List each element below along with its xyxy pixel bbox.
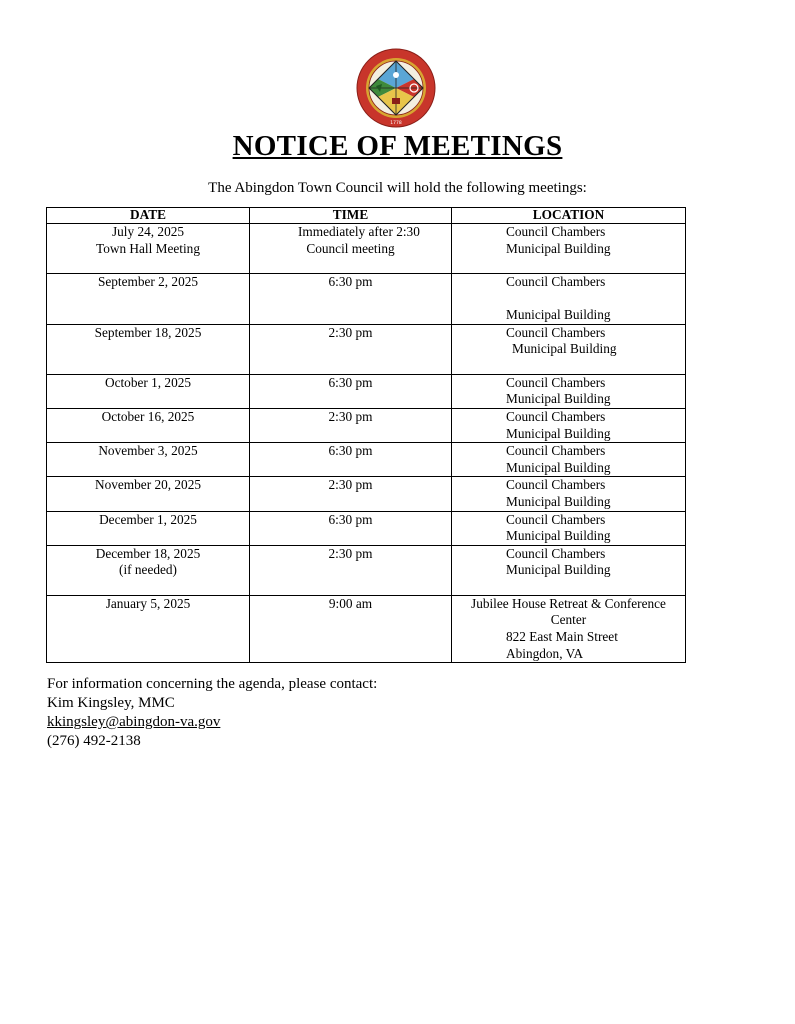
cell-location: Council Chambers Municipal Building (452, 511, 686, 545)
cell-location: Council Chambers Municipal Building (452, 324, 686, 374)
cell-time: 6:30 pm (250, 443, 452, 477)
table-row (47, 324, 686, 374)
contact-block (47, 675, 377, 751)
cell-date: January 5, 2025 (47, 595, 250, 662)
cell-date: September 18, 2025 (47, 324, 250, 374)
cell-time: 2:30 pm (250, 545, 452, 595)
cell-location: Council Chambers Municipal Building (452, 274, 686, 325)
cell-time: 2:30 pm (250, 324, 452, 374)
meetings-table (46, 207, 686, 663)
cell-time: 6:30 pm (250, 374, 452, 408)
table-row (47, 477, 686, 511)
table-row (47, 408, 686, 442)
contact-email-link[interactable]: kkingsley@abingdon-va.gov (47, 714, 221, 730)
town-seal-logo (356, 48, 436, 128)
cell-location: Jubilee House Retreat & Conference Center 822 East Main Street Abingdon, VA (452, 595, 686, 662)
cell-location: Council Chambers Municipal Building (452, 224, 686, 274)
cell-date: October 16, 2025 (47, 408, 250, 442)
intro-text: The Abingdon Town Council will hold the following meetings: (208, 180, 587, 196)
cell-time: 2:30 pm (250, 408, 452, 442)
cell-location: Council Chambers Municipal Building (452, 374, 686, 408)
cell-time: 2:30 pm (250, 477, 452, 511)
page-title: NOTICE OF MEETINGS (232, 130, 563, 162)
table-row (47, 595, 686, 662)
table-row (47, 443, 686, 477)
table-row (47, 224, 686, 274)
cell-date: November 20, 2025 (47, 477, 250, 511)
table-header-row (47, 208, 686, 224)
table-row (47, 545, 686, 595)
cell-date: December 18, 2025 (if needed) (47, 545, 250, 595)
cell-time: 9:00 am (250, 595, 452, 662)
header-time: TIME (250, 208, 452, 224)
cell-time: 6:30 pm (250, 511, 452, 545)
header-date: DATE (47, 208, 250, 224)
header-location: LOCATION (452, 208, 686, 224)
svg-text:1778: 1778 (390, 121, 402, 126)
cell-time: Immediately after 2:30 Council meeting (250, 224, 452, 274)
cell-location: Council Chambers Municipal Building (452, 477, 686, 511)
contact-phone: (276) 492-2138 (47, 733, 141, 749)
cell-date: October 1, 2025 (47, 374, 250, 408)
cell-location: Council Chambers Municipal Building (452, 545, 686, 595)
table-row (47, 511, 686, 545)
cell-date: September 2, 2025 (47, 274, 250, 325)
contact-intro: For information concerning the agenda, please contact: (47, 676, 378, 692)
table-row (47, 374, 686, 408)
cell-date: July 24, 2025 Town Hall Meeting (47, 224, 250, 274)
cell-location: Council Chambers Municipal Building (452, 443, 686, 477)
cell-location: Council Chambers Municipal Building (452, 408, 686, 442)
contact-name: Kim Kingsley, MMC (47, 695, 175, 711)
cell-time: 6:30 pm (250, 274, 452, 325)
cell-date: December 1, 2025 (47, 511, 250, 545)
cell-date: November 3, 2025 (47, 443, 250, 477)
table-row (47, 274, 686, 325)
